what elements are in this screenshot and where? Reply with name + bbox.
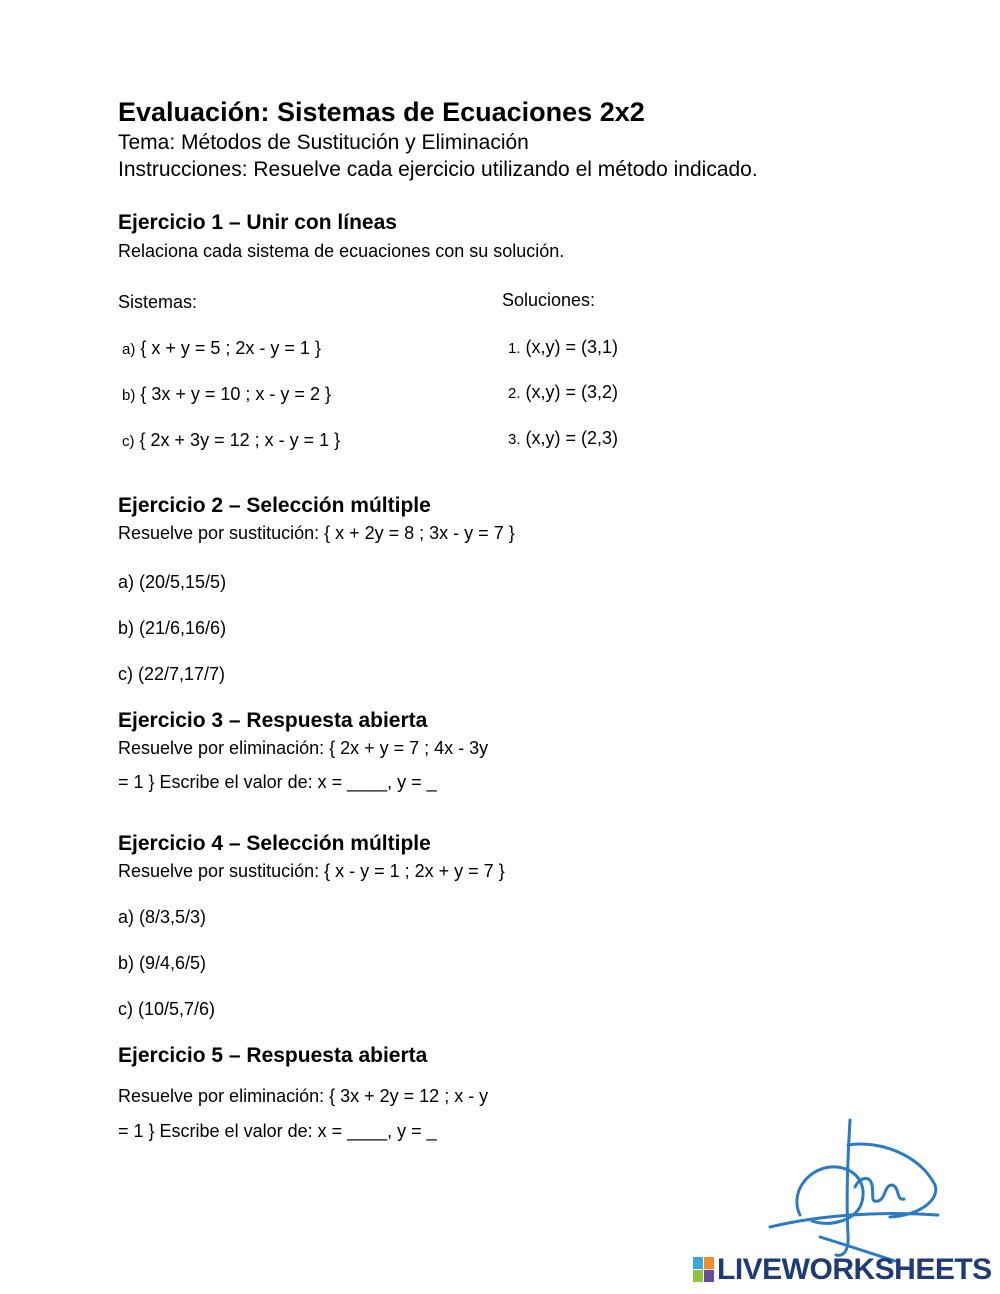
ex5-line-1: Resuelve por eliminación: { 3x + 2y = 12 ; x - y <box>118 1086 489 1106</box>
ex3-line-2[interactable]: = 1 } Escribe el valor de: x = ____, y = _ <box>118 772 437 792</box>
ex5-line-2[interactable]: = 1 } Escribe el valor de: x = ____, y = _ <box>118 1121 437 1141</box>
liveworksheets-logo-icon <box>693 1257 715 1283</box>
solution-text: (x,y) = (2,3) <box>525 428 619 448</box>
ex4-option-b[interactable]: b) (9/4,6/5) <box>118 953 207 973</box>
ex1-solution-2[interactable] <box>508 382 618 403</box>
ex2-prompt: Resuelve por sustitución: { x + 2y = 8 ; 3x - y = 7 } <box>118 523 515 543</box>
system-text: { x + y = 5 ; 2x - y = 1 } <box>140 338 321 358</box>
ex2-option-a[interactable]: a) (20/5,15/5) <box>118 572 227 592</box>
ex1-heading: Ejercicio 1 – Unir con líneas <box>118 211 397 234</box>
ex2-heading: Ejercicio 2 – Selección múltiple <box>118 494 431 517</box>
page-title: Evaluación: Sistemas de Ecuaciones 2x2 <box>118 97 645 127</box>
ex2-option-c[interactable]: c) (22/7,17/7) <box>118 664 226 684</box>
ex3-line-1: Resuelve por eliminación: { 2x + y = 7 ; 4x - 3y <box>118 738 489 758</box>
topic-line: Tema: Métodos de Sustitución y Eliminación <box>118 131 529 154</box>
ex4-heading: Ejercicio 4 – Selección múltiple <box>118 832 431 855</box>
system-text: { 2x + 3y = 12 ; x - y = 1 } <box>139 430 341 450</box>
liveworksheets-logo <box>693 1255 992 1285</box>
ex2-option-b[interactable]: b) (21/6,16/6) <box>118 618 227 638</box>
solution-label: 3. <box>508 431 521 448</box>
ex3-heading: Ejercicio 3 – Respuesta abierta <box>118 709 428 732</box>
solution-text: (x,y) = (3,2) <box>525 382 619 402</box>
instructions-line: Instrucciones: Resuelve cada ejercicio utilizando el método indicado. <box>118 158 758 181</box>
ex4-option-c[interactable]: c) (10/5,7/6) <box>118 999 216 1019</box>
system-label: b) <box>122 387 136 404</box>
liveworksheets-logo-text: LIVEWORKSHEETS <box>717 1253 992 1286</box>
solution-text: (x,y) = (3,1) <box>525 337 619 357</box>
solution-label: 1. <box>508 340 521 357</box>
ex5-heading: Ejercicio 5 – Respuesta abierta <box>118 1044 428 1067</box>
ex1-system-a[interactable] <box>122 338 321 359</box>
ex4-option-a[interactable]: a) (8/3,5/3) <box>118 907 207 927</box>
ex1-solution-1[interactable] <box>508 337 618 358</box>
ex1-description: Relaciona cada sistema de ecuaciones con su solución. <box>118 241 565 261</box>
solution-label: 2. <box>508 385 521 402</box>
ex1-systems-label: Sistemas: <box>118 292 198 312</box>
ex1-solution-3[interactable] <box>508 428 618 449</box>
system-label: a) <box>122 341 136 358</box>
system-text: { 3x + y = 10 ; x - y = 2 } <box>140 384 331 404</box>
ex1-system-c[interactable] <box>122 430 340 451</box>
ex1-solutions-label: Soluciones: <box>502 290 596 310</box>
ex1-system-b[interactable] <box>122 384 331 405</box>
system-label: c) <box>122 433 135 450</box>
signature-image <box>760 1115 950 1265</box>
ex4-prompt: Resuelve por sustitución: { x - y = 1 ; 2x + y = 7 } <box>118 861 505 881</box>
